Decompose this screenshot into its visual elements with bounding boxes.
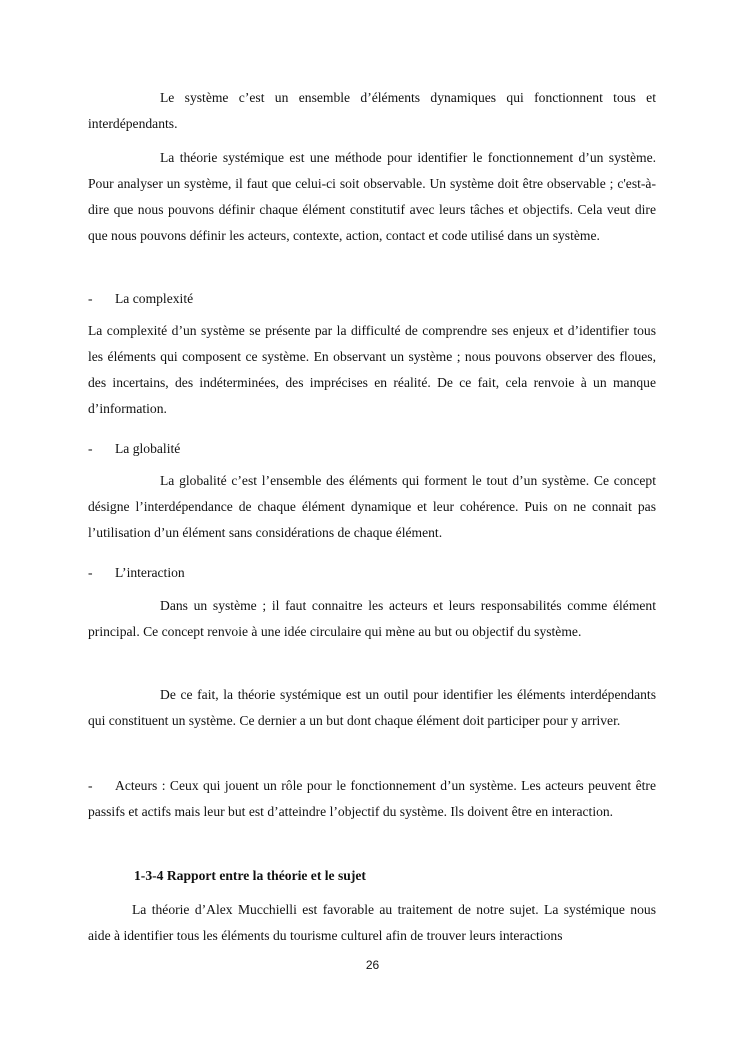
- bullet-dash: -: [88, 778, 93, 793]
- bullet-label: La complexité: [115, 291, 194, 306]
- bullet-dash: -: [88, 291, 93, 306]
- paragraph-systeme-definition: Le système c’est un ensemble d’éléments dynamiques qui fonctionnent tous et interdépendants.: [88, 90, 656, 131]
- bullet-label: L’interaction: [115, 565, 185, 580]
- paragraph-complexite: La complexité d’un système se présente par la difficulté de comprendre ses enjeux et d’identifier tous les éléments qui composent ce système. En observant un système ; nous pouvons observer des floues, des incertains, des indéterminées, des imprécises en réalité. De ce fait, cela renvoie à un manque d’information.: [88, 323, 656, 416]
- paragraph-globalite: La globalité c’est l’ensemble des éléments qui forment le tout d’un système. Ce concept désigne l’interdépendance de chaque élément dynamique et leur cohérence. Puis on ne connait pas l’utilisation d’un élément sans considérations de chaque élément.: [88, 473, 656, 540]
- bullet-dash: -: [88, 565, 93, 580]
- bullet-globalite: [88, 436, 656, 462]
- paragraph-rapport: La théorie d’Alex Mucchielli est favorable au traitement de notre sujet. La systémique nous aide à identifier tous les éléments du tourisme culturel afin de trouver leurs interactions: [88, 902, 656, 943]
- page-number: 26: [365, 958, 380, 972]
- section-heading: 1-3-4 Rapport entre la théorie et le sujet: [134, 868, 366, 883]
- paragraph-acteurs: Acteurs : Ceux qui jouent un rôle pour le fonctionnement d’un système. Les acteurs peuvent être passifs et actifs mais leur but est d’atteindre l’objectif du système. Ils doivent être en interaction.: [88, 778, 656, 819]
- bullet-acteurs: [88, 773, 656, 825]
- paragraph-theorie-systemique: La théorie systémique est une méthode pour identifier le fonctionnement d’un système. Pour analyser un système, il faut que celui-ci soit observable. Un système doit être observable ; c'est-à-dire que nous pouvons définir chaque élément constitutif avec leurs tâches et objectifs. Cela veut dire que nous pouvons définir les acteurs, contexte, action, contact et code utilisé dans un système.: [88, 150, 656, 243]
- bullet-interaction: [88, 560, 656, 586]
- bullet-complexite: [88, 286, 656, 312]
- paragraph-de-ce-fait: De ce fait, la théorie systémique est un outil pour identifier les éléments interdépendants qui constituent un système. Ce dernier a un but dont chaque élément doit participer pour y arriver.: [88, 687, 656, 728]
- paragraph-interaction: Dans un système ; il faut connaitre les acteurs et leurs responsabilités comme élément principal. Ce concept renvoie à une idée circulaire qui mène au but ou objectif du système.: [88, 598, 656, 639]
- bullet-dash: -: [88, 441, 93, 456]
- document-page: [88, 0, 656, 1053]
- bullet-label: La globalité: [115, 441, 181, 456]
